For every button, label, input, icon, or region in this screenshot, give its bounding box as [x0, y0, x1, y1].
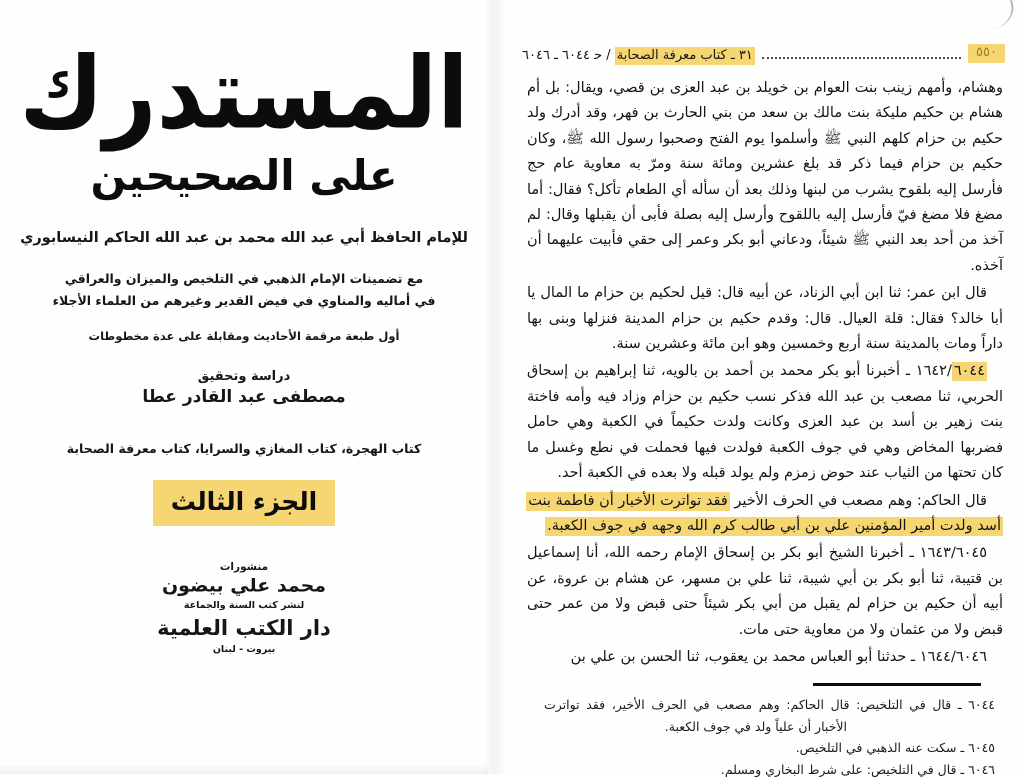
- publisher-city-line: بيروت - لبنان: [212, 643, 276, 655]
- hadith-body: [527, 76, 1003, 670]
- paragraph-continuation: [527, 76, 1003, 279]
- inclusions-note-line1: مع تضمينات الإمام الذهبي في التلخيص والميزان والعراقي: [64, 270, 424, 286]
- chapter-heading: [522, 48, 755, 63]
- footnote-6045: ٦٠٤٥ ـ سكت عنه الذهبي في التلخيص.: [795, 740, 995, 756]
- text-segment: ١٦٤٣/٦٠٤٥ ـ أخبرنا الشيخ أبو بكر بن إسحاق الإمام رحمه الله، أنا إسماعيل بن قتيبة، ثنا أبو بكر بن أبي شيبة، ثنا علي بن مسهر، عن هشام بن عروة، عن أبيه أن حكيم بن حزام لم يقبل من أبي بكر شيئاً حتى قبض ولا من عمر حتى قبض ولا من عثمان ولا من معاوية حتى مات.: [527, 545, 1003, 638]
- inclusions-note: [0, 268, 488, 312]
- book-subtitle-calligraphy: على الصحيحين: [90, 150, 398, 200]
- paragraph-hadith-6046: [527, 645, 1003, 670]
- author-line: للإمام الحافظ أبي عبد الله محمد بن عبد الله الحاكم النيسابوري: [20, 229, 468, 246]
- footnote-separator: [813, 683, 981, 686]
- chapter-title-highlighted: ٣١ ـ كتاب معرفة الصحابة: [616, 48, 753, 63]
- dotted-leader: [762, 47, 961, 59]
- publisher-block: [0, 560, 488, 657]
- title-page: [0, 0, 488, 774]
- publisher-publications-label: منشورات: [219, 560, 269, 573]
- editor-label: دراسة وتحقيق: [197, 368, 291, 384]
- paragraph-ibn-umar: [527, 281, 1003, 357]
- publisher-house-logo: دار الكتب العلمية: [157, 616, 331, 641]
- editor-name: مصطفى عبد القادر عطا: [142, 386, 346, 407]
- footnotes: [544, 694, 995, 780]
- hadith-range: / ح‍ ٦٠٤٤ ـ ٦٠٤٦: [522, 48, 615, 63]
- running-header: [522, 44, 1005, 63]
- highlighted-text: ٦٠٤٤: [953, 363, 985, 380]
- text-segment: وهشام، وأمهم زينب بنت العوام بن خويلد بن عبد العزى بن قصي، ويقال: بل أم هشام بن حكيم مليكة بنت مالك بن سعد من بني الحارث بن فهر، وقد أدرك ولد حكيم بن حزام كلهم النبي ﷺ وأسلموا يوم الفتح وصحبوا رسول الله ﷺ، وكان حكيم بن حزام فيما ذكر قد بلغ عشرين ومائة سنة ومرّ به معاوية عام حج فأرسل إليه بلقوح يشرب من لبنها وذلك بعد أن سأله أي الطعام تأكل؟ فقال: أما مضغ فلا مضغ فيّ فأرسل إليه باللقوح وأرسل إليه بصلة فأبى أن يقبلها وقال: لم آخذ من أحد بعد النبي ﷺ شيئاً، ودعاني أبو بكر وعمر إلى حقي فأبيت عليهما أن آخذه.: [527, 80, 1003, 274]
- edition-note: أول طبعة مرقمة الأحاديث ومقابلة على عدة مخطوطات: [88, 328, 400, 343]
- paragraph-hadith-6044: [527, 359, 1003, 486]
- publisher-person-signature: محمد علي بيضون: [161, 575, 327, 597]
- page-number-highlighted: ٥٥٠: [968, 44, 1005, 63]
- volume-badge-highlighted: الجزء الثالث: [153, 480, 335, 526]
- volume-wrap: [0, 480, 488, 526]
- contents-line: كتاب الهجرة، كتاب المغازي والسرايا، كتاب معرفة الصحابة: [66, 440, 422, 456]
- paragraph-hadith-6045: [527, 541, 1003, 643]
- text-segment: ـ أخبرنا أبو بكر محمد بن أحمد بن بالويه، ثنا إبراهيم بن إسحاق الحربي، ثنا مصعب بن عبد الله فذكر نسب حكيم بن حزام وزاد فيه وأمه فاختة بنت زهير بن أسد بن عبد العزى وكانت ولدت حكيماً في الكعبة وهي حامل فضربها المخاض وهي في جوف الكعبة فولدت فيها فحملت في نطع وغسل ما كان تحتها من الثياب عند حوض زمزم ولم يولد قبله ولا بعده في الكعبة أحد.: [527, 363, 1003, 482]
- text-segment: قال الحاكم: وهم مصعب في الحرف الأخير: [729, 492, 987, 509]
- paragraph-hakim-comment: [527, 489, 1003, 540]
- text-page: [500, 0, 1023, 777]
- text-segment: قال ابن عمر: ثنا ابن أبي الزناد، عن أبيه قال: قيل لحكيم بن حزام ما المال يا أبا خالد؟ فقال: قلة العيال. قال: وقدم حكيم بن حزام المدينة فنزلها وبنى بها داراً ومات بالمدينة سنة أربع وخمسين وهو ابن مائة وعشرين سنة.: [527, 285, 1003, 353]
- text-segment: ١٦٤٤/٦٠٤٦ ـ حدثنا أبو العباس محمد بن يعقوب، ثنا الحسن بن علي بن: [570, 648, 987, 665]
- inclusions-note-line2: في أماليه والمناوي في فيض القدير وغيرهم من العلماء الأجلاء: [52, 292, 436, 308]
- scan-bottom-shadow: [0, 764, 488, 774]
- footnote-6046: ٦٠٤٦ ـ قال في التلخيص: على شرط البخاري ومسلم.: [720, 761, 995, 777]
- text-segment: ١٦٤٢/: [915, 363, 952, 380]
- book-title-calligraphy: المستدرك: [19, 35, 469, 152]
- publisher-series-line: لنشر كتب السنة والجماعة: [183, 600, 305, 612]
- highlighted-text: فقد تواترت الأخبار أن فاطمة بنت أسد ولدت أمير المؤمنين علي بن أبي طالب كرم الله وجهه في جوف الكعبة.: [528, 492, 1001, 534]
- footnote-6044: ٦٠٤٤ ـ قال في التلخيص: قال الحاكم: وهم مصعب في الحرف الأخير، فقد تواترت الأخبار أن علياً ولد في جوف الكعبة.: [544, 697, 995, 734]
